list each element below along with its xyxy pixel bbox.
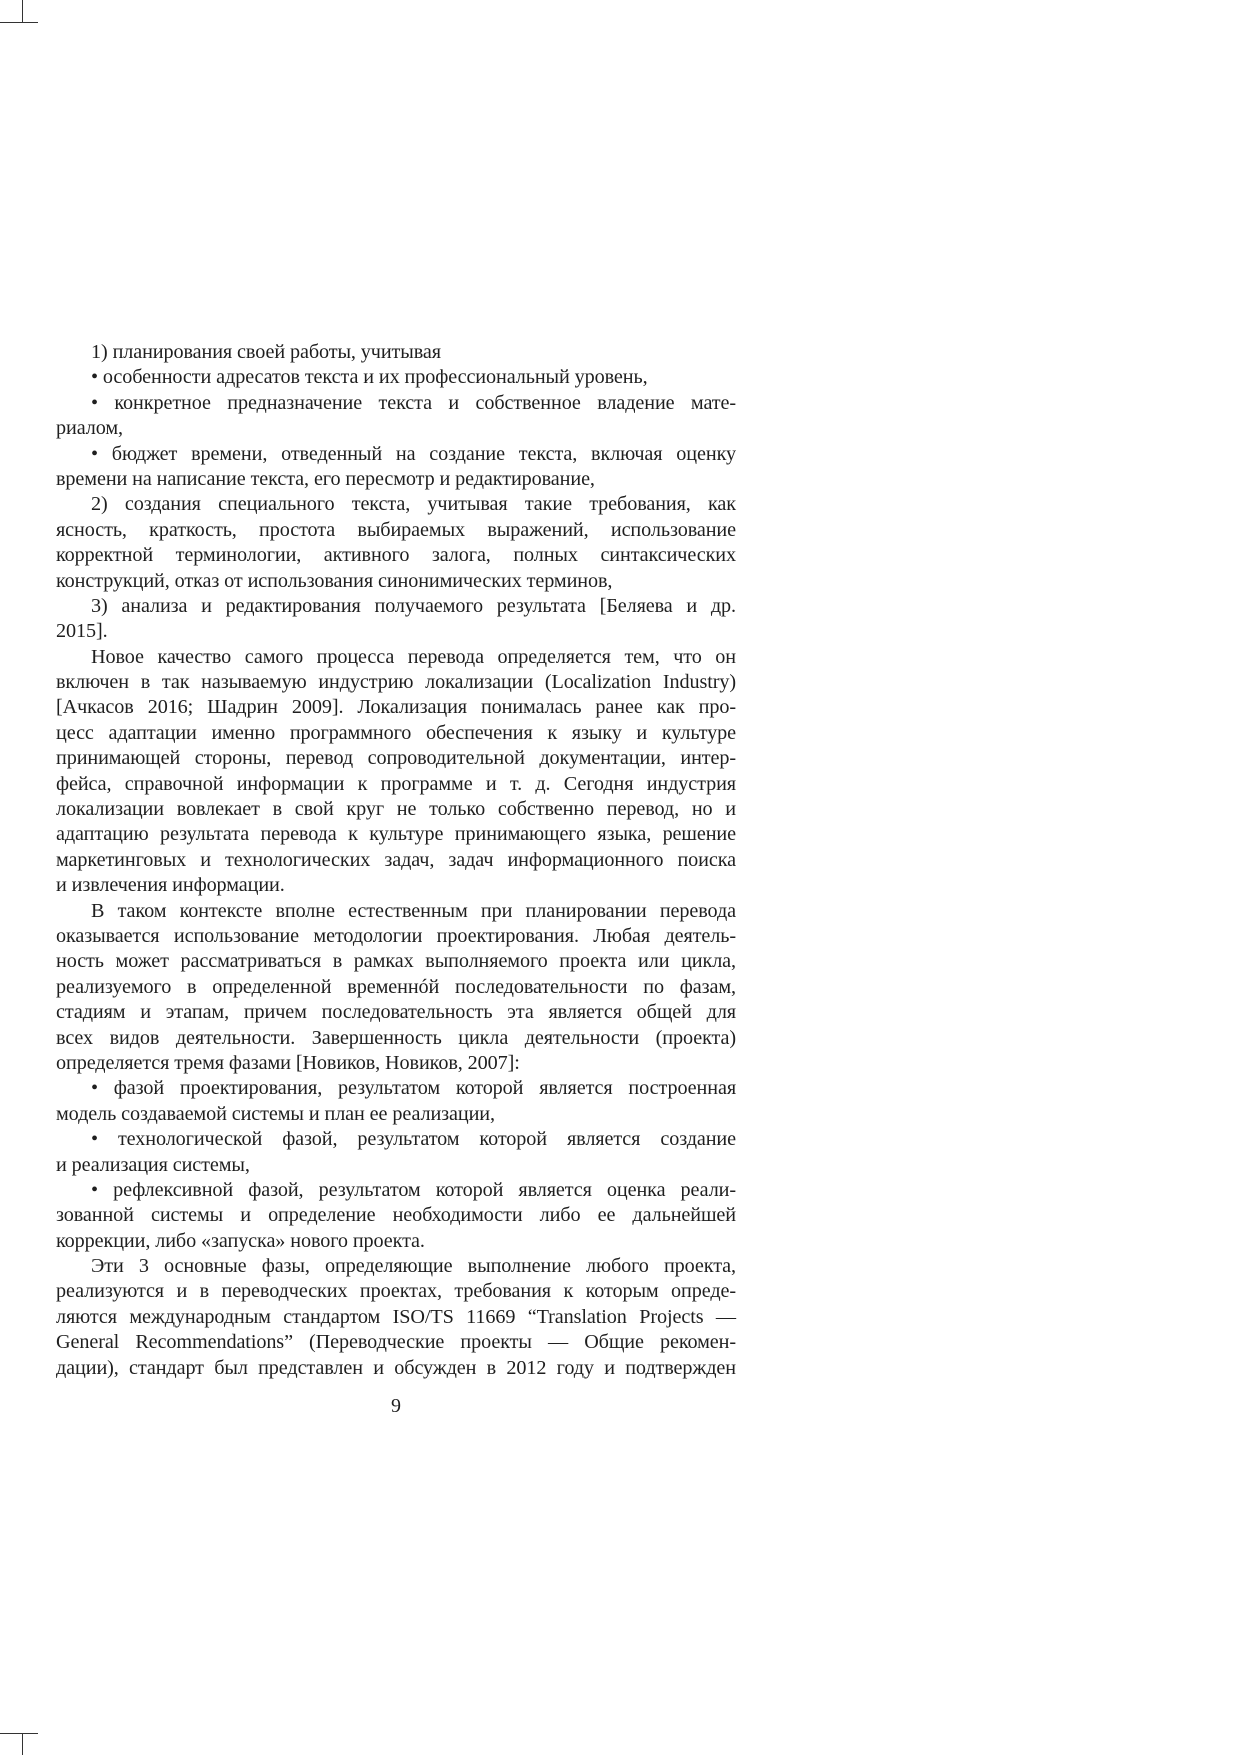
crop-mark-top-left-vertical: [22, 0, 23, 22]
text-line: принимающей стороны, перевод сопроводительной документации, интер-: [56, 747, 736, 770]
text-line: 2) создания специального текста, учитывая такие требования, как: [91, 493, 736, 516]
text-line: корректной терминологии, активного залога, полных синтаксических: [56, 544, 736, 567]
text-line: 3) анализа и редактирования получаемого результата [Беляева и др.: [91, 594, 736, 617]
text-line: и извлечения информации.: [56, 874, 285, 897]
crop-mark-bottom-left-vertical: [22, 1733, 23, 1755]
text-line: Эти 3 основные фазы, определяющие выполнение любого проекта,: [91, 1255, 736, 1278]
text-line: фейса, справочной информации к программе и т. д. Сегодня индустрия: [56, 772, 736, 795]
text-line: маркетинговых и технологических задач, задач информационного поиска: [56, 848, 736, 871]
text-line: реализуются и в переводческих проектах, требования к которым опреде-: [56, 1280, 736, 1303]
text-line: и реализация системы,: [56, 1153, 250, 1176]
text-line: ляются международным стандартом ISO/TS 11669 “Translation Projects —: [56, 1305, 736, 1328]
text-line: адаптацию результата перевода к культуре принимающего языка, решение: [56, 823, 736, 846]
text-line: всех видов деятельности. Завершенность цикла деятельности (проекта): [56, 1026, 736, 1049]
text-line: реализуемого в определенной временнóй последовательности по фазам,: [56, 975, 736, 998]
text-line: • фазой проектирования, результатом которой является построенная: [91, 1077, 736, 1100]
text-line: 1) планирования своей работы, учитывая: [91, 341, 441, 363]
text-line: • технологической фазой, результатом которой является создание: [91, 1128, 736, 1151]
text-line: стадиям и этапам, причем последовательность эта является общей для: [56, 1001, 736, 1024]
text-line: дации), стандарт был представлен и обсужден в 2012 году и подтвержден: [56, 1356, 736, 1379]
text-line: ность может рассматриваться в рамках выполняемого проекта или цикла,: [56, 950, 736, 973]
text-line: ясность, краткость, простота выбираемых выражений, использование: [56, 518, 736, 541]
text-line: коррекции, либо «запуска» нового проекта.: [56, 1229, 425, 1252]
text-line: включен в так называемую индустрию локализации (Localization Industry): [56, 671, 736, 694]
text-line: [Ачкасов 2016; Шадрин 2009]. Локализация понималась ранее как про-: [56, 696, 736, 719]
text-line: Новое качество самого процесса перевода определяется тем, что он: [91, 645, 736, 668]
text-line: оказывается использование методологии проектирования. Любая деятель-: [56, 924, 736, 947]
text-line: времени на написание текста, его пересмотр и редактирование,: [56, 467, 595, 490]
text-line: • бюджет времени, отведенный на создание текста, включая оценку: [91, 442, 736, 465]
text-line: модель создаваемой системы и план ее реализации,: [56, 1102, 495, 1125]
crop-mark-bottom-left-horizontal: [0, 1733, 38, 1734]
text-line: В таком контексте вполне естественным при планировании перевода: [91, 899, 736, 922]
body-text: [56, 340, 736, 1381]
text-line: General Recommendations” (Переводческие проекты — Общие рекомен-: [56, 1331, 736, 1354]
text-line: • конкретное предназначение текста и собственное владение мате-: [91, 391, 736, 414]
text-line: • рефлексивной фазой, результатом которой является оценка реали-: [91, 1178, 736, 1201]
crop-mark-top-left-horizontal: [0, 22, 38, 23]
text-line: 2015].: [56, 620, 108, 643]
text-line: конструкций, отказ от использования синонимических терминов,: [56, 569, 613, 592]
text-line: локализации вовлекает в свой круг не только собственно перевод, но и: [56, 798, 736, 821]
text-line: зованной системы и определение необходимости либо ее дальнейшей: [56, 1204, 736, 1227]
text-line: определяется тремя фазами [Новиков, Новиков, 2007]:: [56, 1051, 520, 1074]
text-line: цесс адаптации именно программного обеспечения к языку и культуре: [56, 721, 736, 744]
text-line: • особенности адресатов текста и их профессиональный уровень,: [91, 366, 648, 389]
page-number: 9: [391, 1395, 401, 1417]
text-line: риалом,: [56, 417, 123, 440]
